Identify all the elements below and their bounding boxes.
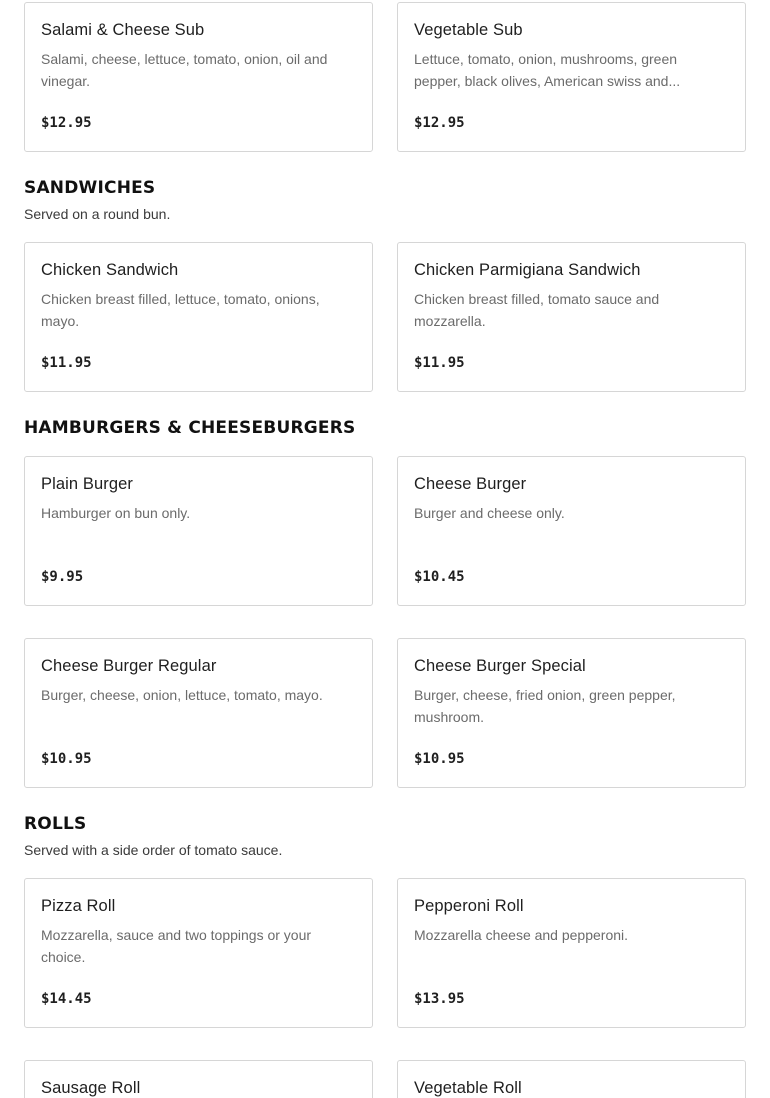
item-name: Vegetable Roll [414,1079,522,1097]
item-name: Sausage Roll [41,1079,141,1097]
item-name: Chicken Sandwich [41,261,179,279]
item-price: $13.95 [414,991,465,1007]
menu-item-card[interactable] [397,2,746,152]
item-description: Mozzarella, sauce and two toppings or your choice. [41,927,312,965]
item-price: $9.95 [41,569,84,585]
section-subtitle: Served with a side order of tomato sauce. [24,842,283,858]
section-title: HAMBURGERS & CHEESEBURGERS [24,418,356,438]
item-price: $12.95 [41,115,92,131]
item-description: Burger, cheese, fried onion, green pepper, mushroom. [414,687,676,725]
item-description: Burger, cheese, onion, lettuce, tomato, mayo. [41,687,323,703]
menu-item-card[interactable] [24,456,373,606]
menu-item-card[interactable] [397,242,746,392]
item-price: $10.95 [41,751,92,767]
item-name: Chicken Parmigiana Sandwich [414,261,641,279]
item-name: Cheese Burger Special [414,657,586,675]
menu-item-card[interactable] [397,456,746,606]
item-description: Mozzarella cheese and pepperoni. [414,927,629,943]
menu-item-card[interactable] [397,638,746,788]
item-price: $12.95 [414,115,465,131]
item-description: Hamburger on bun only. [41,505,191,521]
item-name: Vegetable Sub [414,21,523,39]
menu-item-card[interactable] [24,638,373,788]
item-description: Burger and cheese only. [414,505,565,521]
item-description: Salami, cheese, lettuce, tomato, onion, oil and vinegar. [41,51,328,89]
menu-item-card[interactable] [24,878,373,1028]
section-title: SANDWICHES [24,178,156,198]
item-price: $11.95 [414,355,465,371]
item-price: $10.95 [414,751,465,767]
item-name: Pepperoni Roll [414,897,524,915]
menu-item-card[interactable] [24,1060,373,1098]
menu-item-card[interactable] [24,242,373,392]
item-name: Cheese Burger Regular [41,657,217,675]
menu-item-card[interactable] [397,878,746,1028]
item-name: Pizza Roll [41,897,116,915]
item-name: Plain Burger [41,475,133,493]
item-name: Cheese Burger [414,475,527,493]
menu-item-card[interactable] [397,1060,746,1098]
item-price: $14.45 [41,991,92,1007]
item-price: $11.95 [41,355,92,371]
menu-item-card[interactable] [24,2,373,152]
item-description: Lettuce, tomato, onion, mushrooms, green pepper, black olives, American swiss and... [414,51,681,89]
item-description: Chicken breast filled, lettuce, tomato, onions, mayo. [41,291,320,329]
item-description: Chicken breast filled, tomato sauce and mozzarella. [414,291,660,329]
item-price: $10.45 [414,569,465,585]
item-name: Salami & Cheese Sub [41,21,205,39]
section-title: ROLLS [24,814,87,834]
section-subtitle: Served on a round bun. [24,206,171,222]
